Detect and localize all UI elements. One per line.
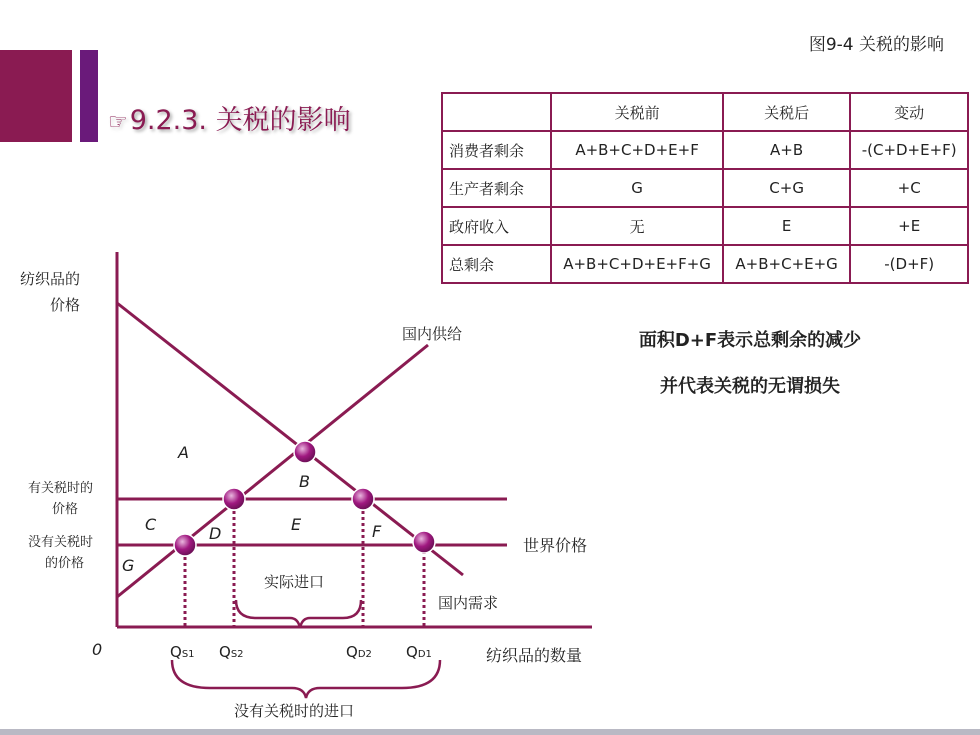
footer-divider xyxy=(0,729,980,735)
table-cell: A+B+C+D+E+F xyxy=(551,131,723,169)
region-label-d: D xyxy=(209,524,222,543)
qty-label-main: Q xyxy=(406,643,418,661)
table-cell: +C xyxy=(850,169,968,207)
no-tariff-price-label-line1: 没有关税时 xyxy=(28,535,94,550)
imports-without-tariff-brace xyxy=(172,660,440,698)
table-cell: G xyxy=(551,169,723,207)
table-cell: 无 xyxy=(551,207,723,245)
qty-label-main: Q xyxy=(219,643,231,661)
equilibrium-point xyxy=(294,441,316,463)
tariff-price-label-line2: 价格 xyxy=(52,502,79,517)
region-label-c: C xyxy=(145,515,157,534)
table-cell: A+B+C+D+E+F+G xyxy=(551,245,723,283)
qty-label-qd2 xyxy=(346,643,372,661)
supply-label: 国内供给 xyxy=(402,325,463,343)
y-axis-label-line2: 价格 xyxy=(50,296,81,314)
x-axis-label: 纺织品的数量 xyxy=(486,646,583,665)
region-label-a: A xyxy=(178,443,189,462)
table-row-label: 政府收入 xyxy=(442,207,551,245)
table-cell: -(C+D+E+F) xyxy=(850,131,968,169)
qs1-point xyxy=(174,534,196,556)
region-label-b: B xyxy=(299,472,310,491)
qty-label-sub: S2 xyxy=(230,649,244,660)
table-cell: A+B xyxy=(723,131,851,169)
tariff-price-label-line1: 有关税时的 xyxy=(28,481,94,496)
demand-curve xyxy=(117,303,463,575)
qty-label-qs2 xyxy=(219,643,244,661)
region-label-e: E xyxy=(291,515,302,534)
imports-without-tariff-label: 没有关税时的进口 xyxy=(234,702,355,720)
imports-with-tariff-label: 实际进口 xyxy=(264,573,325,591)
qty-label-sub: D2 xyxy=(357,649,372,660)
origin-label: 0 xyxy=(92,640,103,659)
pointing-hand-icon: ☞ xyxy=(108,110,128,135)
imports-with-tariff-brace xyxy=(236,600,361,628)
qty-label-qd1 xyxy=(406,643,432,661)
table-cell: -(D+F) xyxy=(850,245,968,283)
qd1-point xyxy=(413,531,435,553)
table-cell: E xyxy=(723,207,851,245)
table-cell: A+B+C+E+G xyxy=(723,245,851,283)
qd2-point xyxy=(352,488,374,510)
table-header-cell: 关税前 xyxy=(551,93,723,131)
figure-caption: 图9-4 关税的影响 xyxy=(808,35,944,55)
section-heading-text: 9.2.3. 关税的影响 xyxy=(129,105,351,136)
y-axis-label-line1: 纺织品的 xyxy=(20,270,81,288)
deadweight-note-line1: 面积D+F表示总剩余的减少 xyxy=(638,330,862,351)
region-label-g: G xyxy=(122,556,135,575)
table-row-label: 总剩余 xyxy=(442,245,551,283)
qty-label-sub: D1 xyxy=(417,649,432,660)
deadweight-note-line2: 并代表关税的无谓损失 xyxy=(660,376,840,397)
table-cell: C+G xyxy=(723,169,851,207)
table-cell: +E xyxy=(850,207,968,245)
table-row-label: 生产者剩余 xyxy=(442,169,551,207)
supply-curve xyxy=(117,345,428,597)
qty-label-main: Q xyxy=(170,643,182,661)
qs2-point xyxy=(223,488,245,510)
qty-label-qs1 xyxy=(170,643,195,661)
demand-label: 国内需求 xyxy=(438,594,499,612)
region-label-f: F xyxy=(372,522,382,541)
table-header-cell: 关税后 xyxy=(723,93,851,131)
table-header-cell: 变动 xyxy=(850,93,968,131)
no-tariff-price-label-line2: 的价格 xyxy=(45,556,85,571)
world-price-label: 世界价格 xyxy=(523,536,588,555)
qty-label-main: Q xyxy=(346,643,358,661)
table-row-label: 消费者剩余 xyxy=(442,131,551,169)
qty-label-sub: S1 xyxy=(181,649,195,660)
